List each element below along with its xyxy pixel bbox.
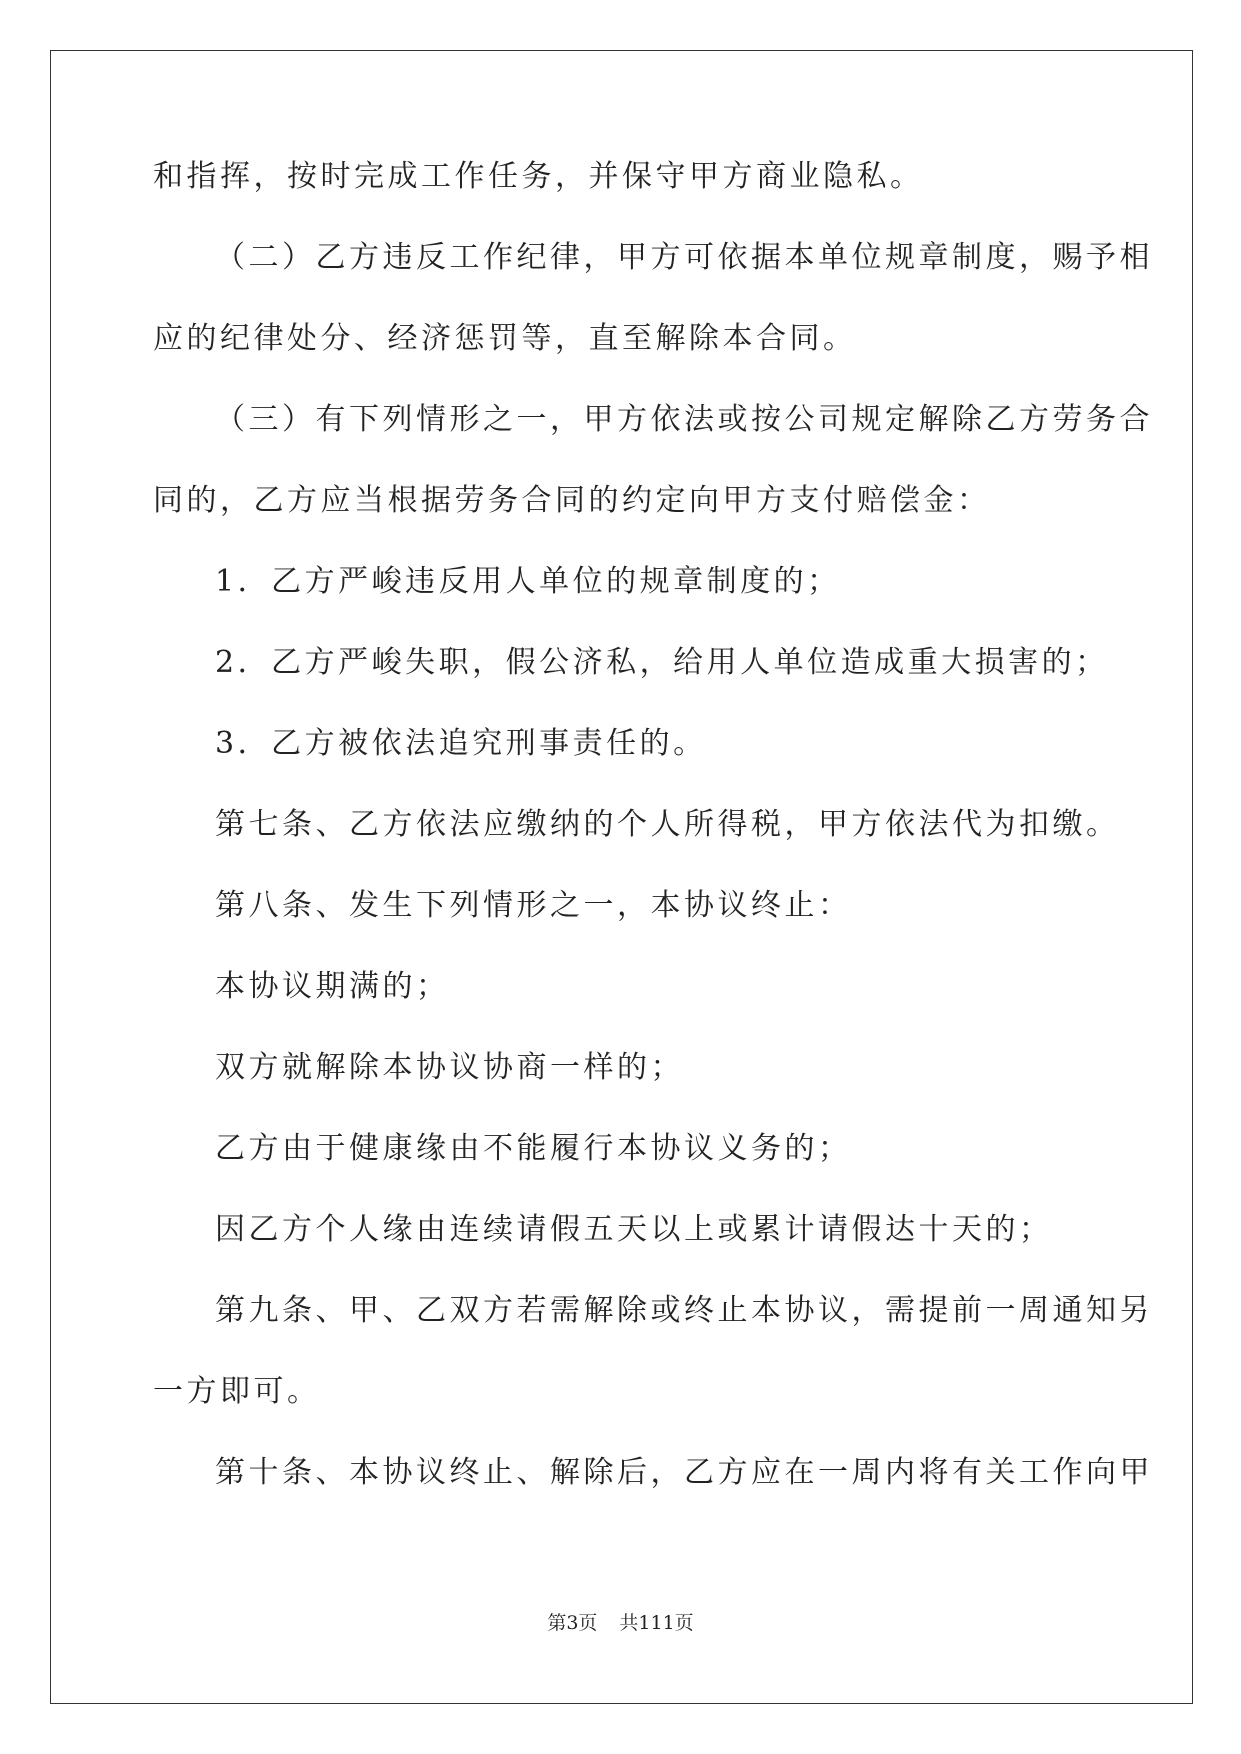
text-line: 应的纪律处分、经济惩罚等，直至解除本合同。 bbox=[153, 321, 857, 356]
text-line: 第九条、甲、乙双方若需解除或终止本协议，需提前一周通知另 bbox=[215, 1293, 1153, 1328]
text-line: 乙方由于健康缘由不能履行本协议义务的； bbox=[215, 1131, 852, 1166]
text-line: （三）有下列情形之一，甲方依法或按公司规定解除乙方劳务合 bbox=[215, 402, 1153, 437]
text-line: 3．乙方被依法追究刑事责任的。 bbox=[215, 726, 707, 761]
text-line: （二）乙方违反工作纪律，甲方可依据本单位规章制度，赐予相 bbox=[215, 240, 1153, 275]
text-line: 双方就解除本协议协商一样的； bbox=[215, 1050, 684, 1085]
text-line: 因乙方个人缘由连续请假五天以上或累计请假达十天的； bbox=[215, 1212, 1053, 1247]
page-footer bbox=[0, 1608, 1241, 1635]
text-line: 第十条、本协议终止、解除后，乙方应在一周内将有关工作向甲 bbox=[215, 1455, 1153, 1490]
text-line: 第七条、乙方依法应缴纳的个人所得税，甲方依法代为扣缴。 bbox=[215, 807, 1120, 842]
page-number: 第3页 bbox=[547, 1612, 598, 1634]
text-line: 第八条、发生下列情形之一，本协议终止： bbox=[215, 888, 852, 923]
text-line: 同的，乙方应当根据劳务合同的约定向甲方支付赔偿金： bbox=[153, 483, 991, 518]
text-line: 和指挥，按时完成工作任务，并保守甲方商业隐私。 bbox=[153, 159, 924, 194]
page-total: 共111页 bbox=[619, 1612, 694, 1634]
text-line: 2．乙方严峻失职，假公济私，给用人单位造成重大损害的； bbox=[215, 645, 1109, 680]
text-line: 1．乙方严峻违反用人单位的规章制度的； bbox=[215, 564, 841, 599]
document-body bbox=[153, 159, 1153, 1539]
text-line: 一方即可。 bbox=[153, 1374, 321, 1409]
text-line: 本协议期满的； bbox=[215, 969, 450, 1004]
